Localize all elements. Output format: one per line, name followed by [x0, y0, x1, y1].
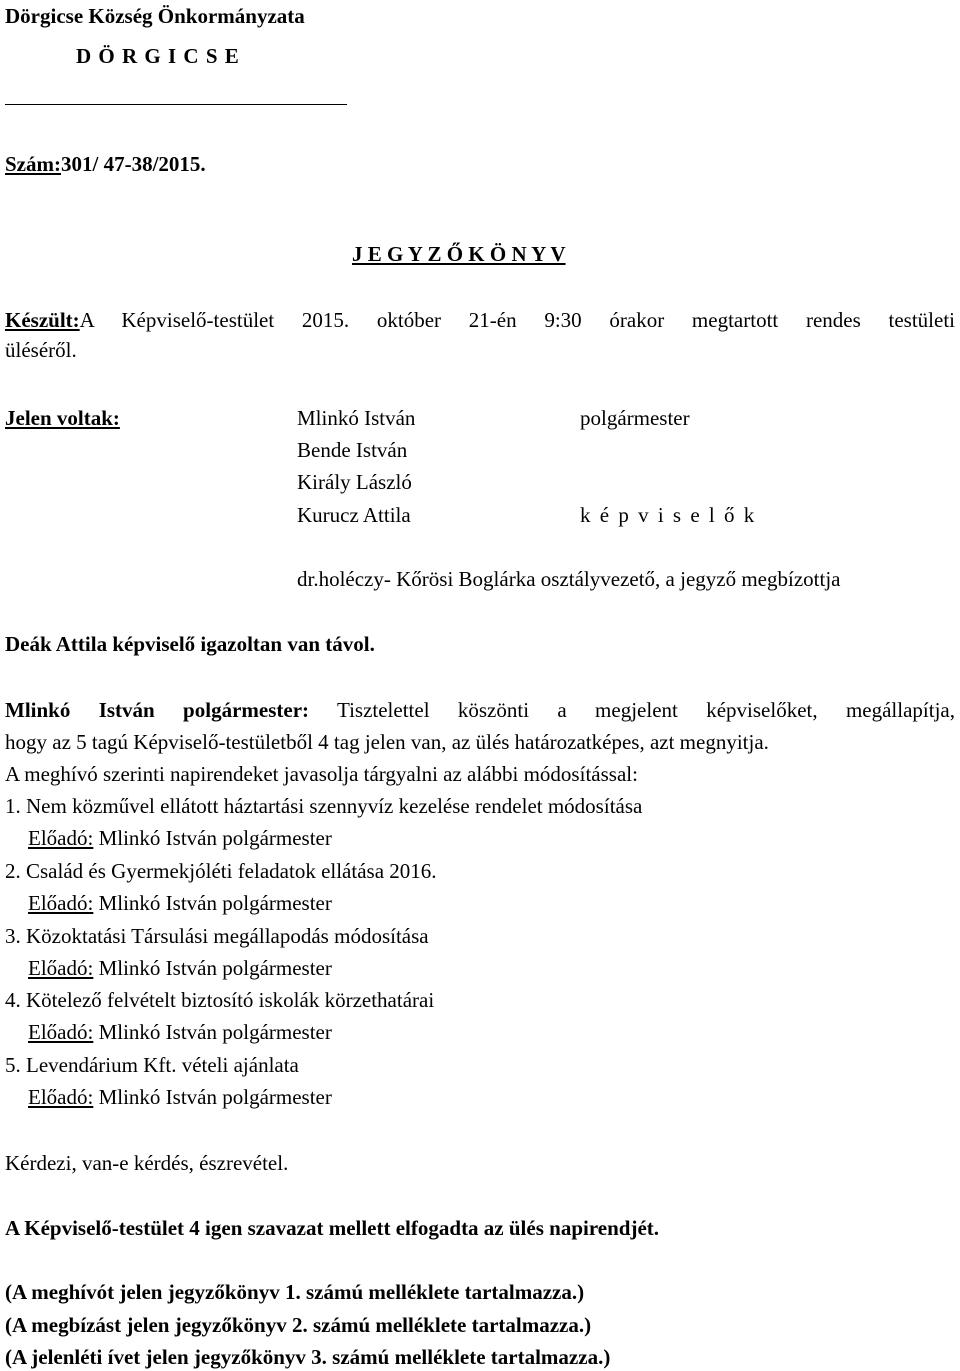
town-name: D Ö R G I C S E — [76, 44, 240, 68]
organization-name: Dörgicse Község Önkormányzata — [5, 4, 305, 28]
speech-line-1 — [5, 698, 955, 723]
decision-line: A Képviselő-testület 4 igen szavazat mellett elfogadta az ülés napirendjét. — [5, 1216, 660, 1240]
made-text: A Képviselő-testület 2015. október 21-én 9:30 órakor megtartott rendes testületi — [79, 308, 955, 332]
speaker-label: Mlinkó István polgármester: — [5, 698, 310, 722]
presenter-label: Előadó: — [28, 826, 94, 850]
document-number-value: 301/ 47-38/2015. — [61, 152, 206, 176]
attendee-name: Mlinkó István — [297, 406, 416, 430]
presenter-label: Előadó: — [28, 1020, 94, 1044]
presenter-name: Mlinkó István polgármester — [98, 1085, 332, 1109]
made-line-2: üléséről. — [5, 338, 77, 362]
agenda-presenter — [28, 891, 332, 916]
agenda-presenter — [28, 1085, 332, 1110]
presenter-name: Mlinkó István polgármester — [98, 1020, 332, 1044]
document-title: J E G Y Z Ő K Ö N Y V — [352, 242, 566, 266]
annex-line: (A meghívót jelen jegyzőkönyv 1. számú melléklete tartalmazza.) — [5, 1280, 585, 1304]
agenda-presenter — [28, 956, 332, 981]
presenter-name: Mlinkó István polgármester — [98, 956, 332, 980]
attendee-name: Bende István — [297, 438, 408, 462]
agenda-presenter — [28, 826, 332, 851]
agenda-item: 2. Család és Gyermekjóléti feladatok ellátása 2016. — [5, 859, 437, 883]
attendee-name: Kurucz Attila — [297, 503, 411, 527]
document-number-label: Szám: — [5, 152, 61, 176]
notary-line: dr.holéczy- Kőrösi Boglárka osztályvezető, a jegyző megbízottja — [297, 567, 841, 591]
annex-line: (A jelenléti ívet jelen jegyzőkönyv 3. számú melléklete tartalmazza.) — [5, 1345, 611, 1369]
document-number — [5, 152, 206, 177]
annex-line: (A megbízást jelen jegyzőkönyv 2. számú melléklete tartalmazza.) — [5, 1313, 592, 1337]
made-label: Készült: — [5, 308, 80, 332]
speech-text: Tisztelettel köszönti a megjelent képviselőket, megállapítja, — [336, 698, 955, 722]
presenter-name: Mlinkó István polgármester — [98, 891, 332, 915]
role-mayor: polgármester — [580, 406, 690, 430]
attendees-label: Jelen voltak: — [5, 406, 120, 430]
attendee-name: Király László — [297, 470, 412, 494]
presenter-label: Előadó: — [28, 1085, 94, 1109]
header-rule — [5, 104, 347, 105]
agenda-item: 4. Kötelező felvételt biztosító iskolák körzethatárai — [5, 988, 435, 1012]
presenter-label: Előadó: — [28, 891, 94, 915]
presenter-name: Mlinkó István polgármester — [98, 826, 332, 850]
question-line: Kérdezi, van-e kérdés, észrevétel. — [5, 1151, 289, 1175]
presenter-label: Előadó: — [28, 956, 94, 980]
absent-line: Deák Attila képviselő igazoltan van távol. — [5, 632, 375, 656]
agenda-item: 5. Levendárium Kft. vételi ajánlata — [5, 1053, 299, 1077]
speech-line-3: A meghívó szerinti napirendeket javasolja tárgyalni az alábbi módosítással: — [5, 762, 638, 786]
made-line-1 — [5, 308, 955, 333]
agenda-presenter — [28, 1020, 332, 1045]
speech-line-2: hogy az 5 tagú Képviselő-testületből 4 tag jelen van, az ülés határozatképes, azt megnyitja. — [5, 730, 769, 754]
role-representatives: k é p v i s e l ő k — [580, 503, 757, 527]
agenda-item: 3. Közoktatási Társulási megállapodás módosítása — [5, 924, 429, 948]
agenda-item: 1. Nem közművel ellátott háztartási szennyvíz kezelése rendelet módosítása — [5, 794, 643, 818]
